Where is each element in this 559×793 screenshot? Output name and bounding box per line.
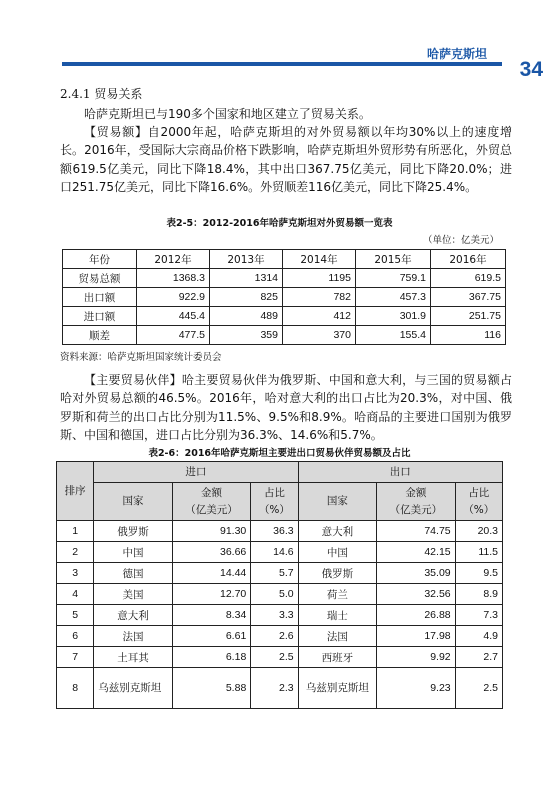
import-amount-cell: 14.44: [172, 563, 251, 584]
table-cell: 251.75: [431, 307, 506, 326]
import-country-cell: 法国: [94, 626, 173, 647]
rank-cell: 8: [57, 668, 94, 709]
import-country-cell: 美国: [94, 584, 173, 605]
rank-cell: 2: [57, 542, 94, 563]
import-share-cell: 14.6: [251, 542, 298, 563]
table-cell: 922.9: [137, 288, 210, 307]
subheader-export-amount: [377, 483, 456, 521]
header-year: 年份: [63, 250, 137, 269]
paragraph-trade-partners: 【主要贸易伙伴】哈主要贸易伙伴为俄罗斯、中国和意大利，与三国的贸易额占哈对外贸易总额的46.5%。2016年，哈对意大利的出口占比为20.3%，对中国、俄罗斯和荷兰的出口占比分别为11.5%、9.5%和8.9%。哈商品的主要进口国别为俄罗斯、中国和德国，进口占比分别为36.3%、14.6%和5.7%。: [60, 373, 512, 442]
table-cell: 370: [283, 326, 356, 345]
amount-line2: （亿美元）: [389, 503, 443, 516]
table-row: [57, 542, 503, 563]
header-rule: [62, 62, 502, 66]
rank-cell: 3: [57, 563, 94, 584]
row-label: 进口额: [63, 307, 137, 326]
table-header-row: [63, 250, 506, 269]
export-country-cell: 中国: [298, 542, 377, 563]
import-share-cell: 2.5: [251, 647, 298, 668]
export-amount-cell: 32.56: [377, 584, 456, 605]
import-amount-cell: 6.61: [172, 626, 251, 647]
subheader-export-country: 国家: [298, 483, 377, 521]
table1-unit: （单位：亿美元）: [422, 235, 499, 246]
export-share-cell: 2.5: [455, 668, 502, 709]
table-cell: 445.4: [137, 307, 210, 326]
import-share-cell: 2.6: [251, 626, 298, 647]
header-export: 出口: [298, 462, 502, 483]
rank-cell: 1: [57, 521, 94, 542]
table-cell: 412: [283, 307, 356, 326]
table-cell: 155.4: [356, 326, 431, 345]
export-share-cell: 2.7: [455, 647, 502, 668]
import-amount-cell: 91.30: [172, 521, 251, 542]
import-amount-cell: 5.88: [172, 668, 251, 709]
rank-cell: 4: [57, 584, 94, 605]
import-amount-cell: 36.66: [172, 542, 251, 563]
import-country-cell: 中国: [94, 542, 173, 563]
export-country-cell: 瑞士: [298, 605, 377, 626]
import-country-cell: 俄罗斯: [94, 521, 173, 542]
export-country-cell: 乌兹别克斯坦: [298, 668, 377, 709]
table-row: [63, 307, 506, 326]
amount-line2: （亿美元）: [185, 503, 238, 516]
table-cell: 457.3: [356, 288, 431, 307]
export-share-cell: 11.5: [455, 542, 502, 563]
table-cell: 759.1: [356, 269, 431, 288]
import-share-cell: 5.7: [251, 563, 298, 584]
rank-cell: 5: [57, 605, 94, 626]
rank-cell: 7: [57, 647, 94, 668]
table1-source: 资料来源：哈萨克斯坦国家统计委员会: [60, 352, 222, 363]
import-country-cell: 意大利: [94, 605, 173, 626]
subheader-import-share: [251, 483, 298, 521]
trade-partners-table: [56, 461, 503, 709]
table-subheader-row: [57, 483, 503, 521]
table-cell: 477.5: [137, 326, 210, 345]
trade-volume-table: [62, 249, 506, 345]
share-line2: （%）: [258, 503, 290, 516]
row-label: 顺差: [63, 326, 137, 345]
export-amount-cell: 17.98: [377, 626, 456, 647]
import-share-cell: 36.3: [251, 521, 298, 542]
table-row: [63, 288, 506, 307]
table-cell: 825: [210, 288, 283, 307]
import-country-cell: 土耳其: [94, 647, 173, 668]
export-country-cell: 俄罗斯: [298, 563, 377, 584]
header-import: 进口: [94, 462, 298, 483]
import-country-cell: 德国: [94, 563, 173, 584]
table-cell: 782: [283, 288, 356, 307]
export-amount-cell: 42.15: [377, 542, 456, 563]
table-cell: 619.5: [431, 269, 506, 288]
header-2016: 2016年: [431, 250, 506, 269]
table-cell: 116: [431, 326, 506, 345]
export-country-cell: 西班牙: [298, 647, 377, 668]
export-share-cell: 20.3: [455, 521, 502, 542]
export-share-cell: 9.5: [455, 563, 502, 584]
export-amount-cell: 9.23: [377, 668, 456, 709]
share-line1: 占比: [263, 486, 285, 499]
row-label: 贸易总额: [63, 269, 137, 288]
export-country-cell: 法国: [298, 626, 377, 647]
import-share-cell: 3.3: [251, 605, 298, 626]
header-2015: 2015年: [356, 250, 431, 269]
import-share-cell: 2.3: [251, 668, 298, 709]
import-amount-cell: 8.34: [172, 605, 251, 626]
export-country-cell: 荷兰: [298, 584, 377, 605]
table-row: [63, 326, 506, 345]
header-2014: 2014年: [283, 250, 356, 269]
share-line2: （%）: [463, 503, 495, 516]
export-amount-cell: 35.09: [377, 563, 456, 584]
paragraph-trade-relations: 哈萨克斯坦已与190多个国家和地区建立了贸易关系。: [84, 107, 371, 121]
table-cell: 1195: [283, 269, 356, 288]
share-line1: 占比: [468, 486, 490, 499]
amount-line1: 金额: [405, 486, 427, 499]
import-amount-cell: 6.18: [172, 647, 251, 668]
subheader-export-share: [455, 483, 502, 521]
table-cell: 1368.3: [137, 269, 210, 288]
table2-caption: 表2-6：2016年哈萨克斯坦主要进出口贸易伙伴贸易额及占比: [148, 448, 411, 459]
table-row: [57, 647, 503, 668]
table-cell: 1314: [210, 269, 283, 288]
section-heading: 2.4.1 贸易关系: [60, 87, 143, 101]
header-rank: 排序: [57, 462, 94, 521]
import-amount-cell: 12.70: [172, 584, 251, 605]
export-share-cell: 8.9: [455, 584, 502, 605]
table-row: [57, 626, 503, 647]
table-cell: 359: [210, 326, 283, 345]
export-amount-cell: 26.88: [377, 605, 456, 626]
table-row: [57, 563, 503, 584]
subheader-import-amount: [172, 483, 251, 521]
rank-cell: 6: [57, 626, 94, 647]
amount-line1: 金额: [201, 486, 223, 499]
export-amount-cell: 9.92: [377, 647, 456, 668]
page-number: 34: [519, 58, 543, 81]
table-row: [57, 584, 503, 605]
row-label: 出口额: [63, 288, 137, 307]
table-row: [57, 521, 503, 542]
export-country-cell: 意大利: [298, 521, 377, 542]
table-cell: 489: [210, 307, 283, 326]
table-cell: 367.75: [431, 288, 506, 307]
import-share-cell: 5.0: [251, 584, 298, 605]
table1-caption: 表2-5：2012-2016年哈萨克斯坦对外贸易额一览表: [166, 218, 393, 229]
export-share-cell: 7.3: [455, 605, 502, 626]
import-country-cell: 乌兹别克斯坦: [94, 668, 173, 709]
paragraph-trade-volume: 【贸易额】自2000年起，哈萨克斯坦的对外贸易额以年均30%以上的速度增长。2016年，受国际大宗商品价格下跌影响，哈萨克斯坦外贸形势有所恶化，外贸总额619.5亿美元，同比下降18.4%，其中出口367.75亿美元，同比下降20.0%；进口251.75亿美元，同比下降16.6%。外贸顺差116亿美元，同比下降25.4%。: [60, 125, 512, 194]
subheader-import-country: 国家: [94, 483, 173, 521]
header-2013: 2013年: [210, 250, 283, 269]
table-header-row: [57, 462, 503, 483]
header-2012: 2012年: [137, 250, 210, 269]
table-row: [63, 269, 506, 288]
export-share-cell: 4.9: [455, 626, 502, 647]
running-header-title: 哈萨克斯坦: [426, 47, 487, 61]
table-cell: 301.9: [356, 307, 431, 326]
export-amount-cell: 74.75: [377, 521, 456, 542]
table-row: [57, 605, 503, 626]
table-row: [57, 668, 503, 709]
